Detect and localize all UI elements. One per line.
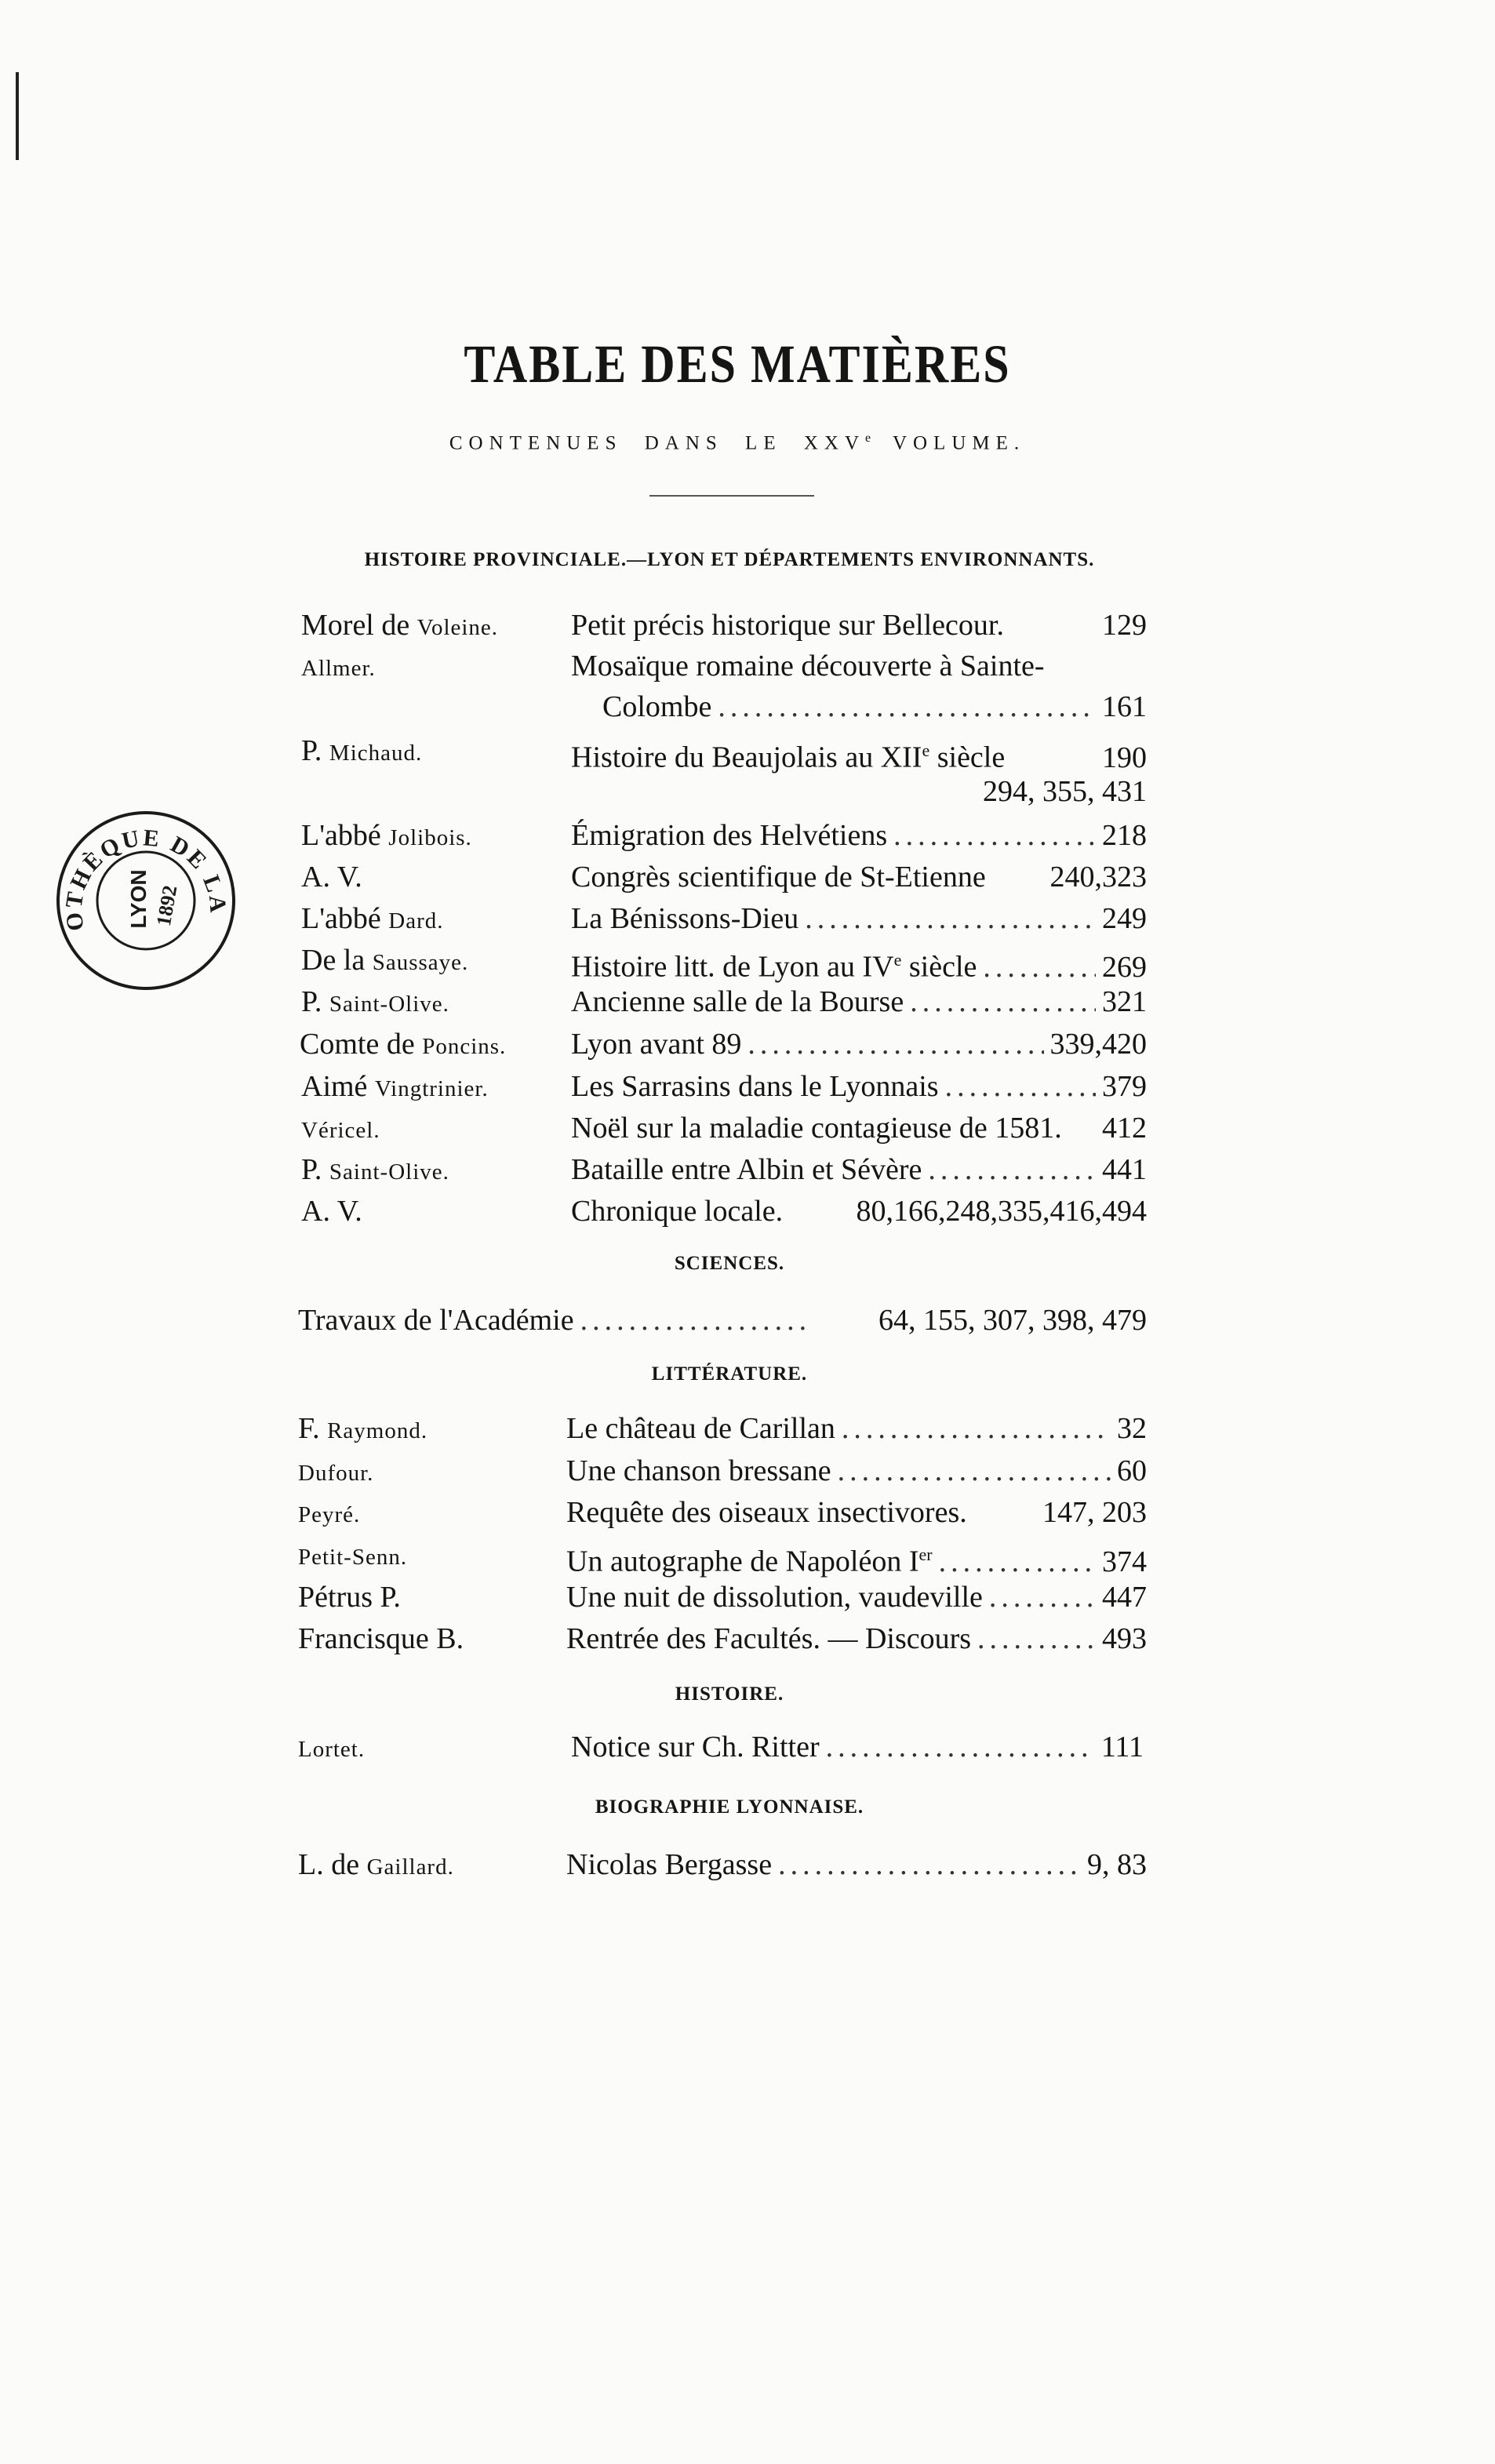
page-subtitle — [376, 431, 1098, 454]
toc-title: Une nuit de dissolution, vaudeville ..... 447 — [566, 1576, 1147, 1618]
toc-pages: 161 — [1102, 690, 1147, 723]
toc-pages: 412 — [1102, 1112, 1147, 1145]
toc-title: Émigration des Helvétiens ..... 218 — [571, 814, 1147, 857]
section-heading-biographie: BIOGRAPHIE LYONNAISE. — [595, 1796, 864, 1818]
toc-author: A. V. — [301, 861, 362, 894]
title-rule — [649, 495, 814, 497]
toc-pages: 64, 155, 307, 398, 479 — [878, 1304, 1147, 1337]
margin-mark — [16, 72, 19, 160]
toc-entry — [0, 1618, 1495, 1660]
toc-entry — [0, 1726, 1495, 1768]
toc-pages: 249 — [1102, 902, 1147, 935]
subtitle-text: CONTENUES DANS LE XXV — [449, 432, 866, 454]
toc-pages: 147, 203 — [1042, 1496, 1147, 1529]
toc-entry — [0, 1190, 1495, 1232]
toc-author: F. Raymond. — [298, 1412, 428, 1445]
stamp-top-text: OTHÈQUE DE LA — [60, 824, 231, 933]
toc-entry — [0, 1576, 1495, 1618]
toc-entry — [0, 1534, 1495, 1576]
toc-entry — [0, 897, 1495, 940]
toc-author: Peyré. — [298, 1502, 361, 1527]
toc-author: Petit-Senn. — [298, 1545, 408, 1570]
toc-author: Véricel. — [301, 1118, 380, 1143]
toc-entry — [0, 1148, 1495, 1191]
toc-entry — [0, 1843, 1495, 1886]
toc-pages: 32 — [1117, 1412, 1147, 1445]
section-heading-histoire: HISTOIRE. — [675, 1683, 784, 1705]
toc-title: Petit précis historique sur Bellecour. 129 — [571, 604, 1147, 646]
toc-entry — [0, 1491, 1495, 1534]
toc-pages: 218 — [1102, 819, 1147, 852]
toc-author: Dufour. — [298, 1461, 374, 1486]
toc-pages: 379 — [1102, 1070, 1147, 1103]
toc-author: L'abbé Dard. — [301, 902, 444, 935]
stamp-year: 1892 — [151, 883, 182, 928]
toc-author: De la Saussaye. — [301, 944, 469, 977]
toc-title: Lyon avant 89 ..... 339,420 — [571, 1023, 1147, 1065]
toc-entry — [0, 1065, 1495, 1108]
toc-title: Les Sarrasins dans le Lyonnais ..... 379 — [571, 1065, 1147, 1108]
toc-title: Requête des oiseaux insectivores. 147, 203 — [566, 1491, 1147, 1534]
toc-pages-continued — [0, 770, 1495, 813]
toc-entry — [0, 1023, 1495, 1065]
toc-entry — [0, 1107, 1495, 1149]
toc-author: Francisque B. — [298, 1622, 464, 1655]
toc-title: Une chanson bressane ..... 60 — [566, 1450, 1147, 1492]
toc-author: Aimé Vingtrinier. — [301, 1070, 489, 1103]
stamp-city: LYON — [126, 869, 151, 929]
toc-author: P. Saint-Olive. — [301, 985, 449, 1018]
toc-pages: 60 — [1117, 1454, 1147, 1487]
toc-author: Allmer. — [301, 656, 376, 681]
toc-entry — [0, 730, 1495, 772]
toc-title: Un autographe de Napoléon Ier ..... 374 — [566, 1534, 1147, 1583]
toc-pages: 240,323 — [1049, 861, 1147, 894]
toc-pages: 493 — [1102, 1622, 1147, 1655]
toc-pages: 80,166,248,335,416,494 — [856, 1195, 1147, 1228]
toc-pages: 129 — [1102, 609, 1147, 642]
toc-title: Notice sur Ch. Ritter ..... 111 — [571, 1726, 1144, 1768]
toc-entry-continued — [0, 686, 1495, 728]
toc-author: P. Michaud. — [301, 734, 423, 767]
toc-title: Nicolas Bergasse ..... 9, 83 — [566, 1843, 1147, 1886]
toc-title: Histoire litt. de Lyon au IVe siècle ..... 269 — [571, 939, 1147, 988]
toc-entry — [0, 814, 1495, 857]
toc-title: Rentrée des Facultés. — Discours ..... 493 — [566, 1618, 1147, 1660]
toc-title: Le château de Carillan ..... 32 — [566, 1407, 1147, 1450]
section-heading-histoire-provinciale: HISTOIRE PROVINCIALE.—LYON ET DÉPARTEMENTS ENVIRONNANTS. — [364, 549, 1095, 570]
subtitle-end: VOLUME. — [892, 432, 1026, 454]
toc-pages: 447 — [1102, 1581, 1147, 1614]
toc-pages: 190 — [1102, 741, 1147, 774]
toc-title: Congrès scientifique de St-Etienne 240,323 — [571, 856, 1147, 898]
toc-author: Comte de Poncins. — [300, 1028, 507, 1061]
toc-pages: 321 — [1102, 985, 1147, 1018]
section-heading-litterature: LITTÉRATURE. — [651, 1363, 808, 1385]
section-heading-sciences: SCIENCES. — [674, 1253, 785, 1274]
toc-title: Bataille entre Albin et Sévère ..... 441 — [571, 1148, 1147, 1191]
subtitle-sup: e — [865, 431, 871, 445]
toc-title: Mosaïque romaine découverte à Sainte- — [571, 650, 1045, 682]
toc-title: Travaux de l'Académie ..... 64, 155, 307, 398, 479 — [298, 1299, 1147, 1341]
toc-pages: 374 — [1102, 1545, 1147, 1578]
toc-author: Morel de Voleine. — [301, 609, 499, 642]
page-title: TABLE DES MATIÈRES — [464, 334, 1011, 395]
toc-entry — [0, 939, 1495, 984]
toc-title: Colombe ..... 161 — [602, 686, 1147, 728]
toc-author: P. Saint-Olive. — [301, 1153, 449, 1186]
toc-entry — [0, 1450, 1495, 1492]
toc-entry — [0, 981, 1495, 1023]
toc-author: Pétrus P. — [298, 1581, 401, 1614]
toc-title: Histoire du Beaujolais au XIIe siècle 190 — [571, 730, 1147, 779]
toc-author: A. V. — [301, 1195, 362, 1228]
toc-title: La Bénissons-Dieu ..... 249 — [571, 897, 1147, 940]
toc-title: Ancienne salle de la Bourse ..... 321 — [571, 981, 1147, 1023]
toc-author: Lortet. — [298, 1737, 366, 1762]
toc-pages: 269 — [1102, 950, 1147, 984]
toc-pages: 111 — [1100, 1731, 1144, 1763]
toc-pages: 9, 83 — [1087, 1848, 1147, 1881]
toc-author: L'abbé Jolibois. — [301, 819, 472, 852]
toc-title: Chronique locale. 80,166,248,335,416,494 — [571, 1190, 1147, 1232]
toc-entry — [0, 1407, 1495, 1450]
toc-pages: 441 — [1102, 1153, 1147, 1186]
toc-entry — [0, 645, 1495, 687]
toc-author: L. de Gaillard. — [298, 1848, 454, 1881]
toc-title: Noël sur la maladie contagieuse de 1581. 412 — [571, 1107, 1147, 1149]
toc-pages: 294, 355, 431 — [983, 775, 1147, 808]
toc-entry — [0, 856, 1495, 898]
toc-entry — [0, 1299, 1495, 1341]
toc-pages: 339,420 — [1049, 1028, 1147, 1061]
toc-entry — [0, 604, 1495, 646]
